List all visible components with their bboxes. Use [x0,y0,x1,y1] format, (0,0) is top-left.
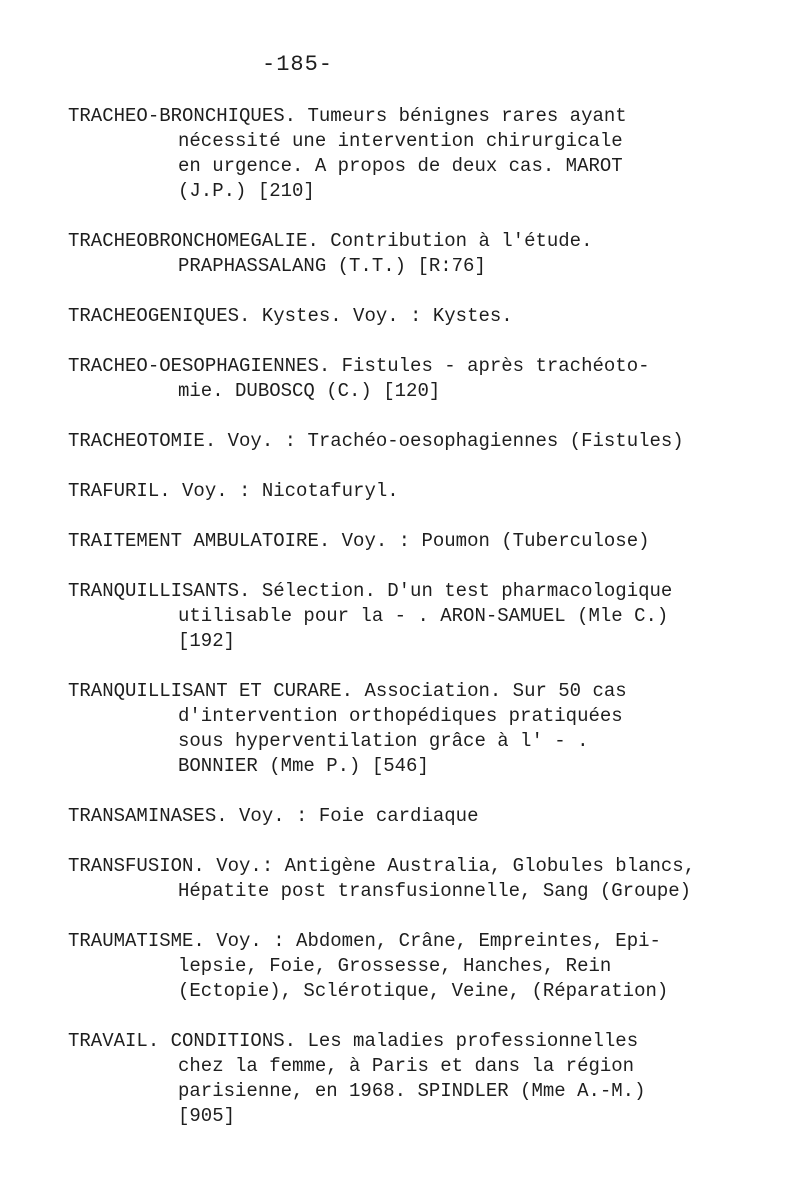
index-entry [68,229,768,279]
entry-continuation-line: mie. DUBOSCQ (C.) [120] [178,380,441,402]
entry-heading-line: TRAVAIL. CONDITIONS. Les maladies professionnelles [68,1030,639,1052]
index-entry [68,804,768,829]
entry-heading-line: TRANSAMINASES. Voy. : Foie cardiaque [68,805,479,827]
entry-heading-line: TRACHEOGENIQUES. Kystes. Voy. : Kystes. [68,305,513,327]
index-entry [68,529,768,554]
entry-heading-line: TRAITEMENT AMBULATOIRE. Voy. : Poumon (Tuberculose) [68,530,650,552]
entry-continuation-line: d'intervention orthopédiques pratiquées [178,705,623,727]
entry-heading-line: TRACHEOTOMIE. Voy. : Trachéo-oesophagiennes (Fistules) [68,430,684,452]
page-number: -185- [262,52,334,77]
index-entry [68,479,768,504]
index-entry [68,1029,768,1129]
entry-continuation-line: utilisable pour la - . ARON-SAMUEL (Mle C.) [178,605,669,627]
entry-heading-line: TRACHEO-OESOPHAGIENNES. Fistules - après trachéoto- [68,355,650,377]
entry-heading-line: TRAUMATISME. Voy. : Abdomen, Crâne, Empreintes, Epi- [68,930,661,952]
index-entry [68,104,768,204]
entry-continuation-line: sous hyperventilation grâce à l' - . [178,730,589,752]
entry-heading-line: TRACHEO-BRONCHIQUES. Tumeurs bénignes rares ayant [68,105,627,127]
entry-continuation-line: chez la femme, à Paris et dans la région [178,1055,635,1077]
index-entry [68,929,768,1004]
entry-continuation-line: en urgence. A propos de deux cas. MAROT [178,155,623,177]
entry-continuation-line: (J.P.) [210] [178,180,315,202]
index-entry [68,679,768,779]
entry-heading-line: TRAFURIL. Voy. : Nicotafuryl. [68,480,399,502]
entry-heading-line: TRANQUILLISANT ET CURARE. Association. Sur 50 cas [68,680,627,702]
entry-continuation-line: (Ectopie), Sclérotique, Veine, (Réparation) [178,980,669,1002]
entry-continuation-line: [192] [178,630,236,652]
entry-heading-line: TRACHEOBRONCHOMEGALIE. Contribution à l'étude. [68,230,593,252]
entry-continuation-line: BONNIER (Mme P.) [546] [178,755,429,777]
index-entry [68,579,768,654]
entry-continuation-line: nécessité une intervention chirurgicale [178,130,623,152]
index-entry [68,304,768,329]
entry-heading-line: TRANSFUSION. Voy.: Antigène Australia, Globules blancs, [68,855,696,877]
entry-continuation-line: PRAPHASSALANG (T.T.) [R:76] [178,255,486,277]
entry-continuation-line: parisienne, en 1968. SPINDLER (Mme A.-M.) [178,1080,646,1102]
entry-continuation-line: lepsie, Foie, Grossesse, Hanches, Rein [178,955,612,977]
entry-continuation-line: [905] [178,1105,236,1127]
entry-continuation-line: Hépatite post transfusionnelle, Sang (Groupe) [178,880,692,902]
index-entry [68,354,768,404]
entry-heading-line: TRANQUILLISANTS. Sélection. D'un test pharmacologique [68,580,673,602]
index-entry [68,429,768,454]
index-entry [68,854,768,904]
